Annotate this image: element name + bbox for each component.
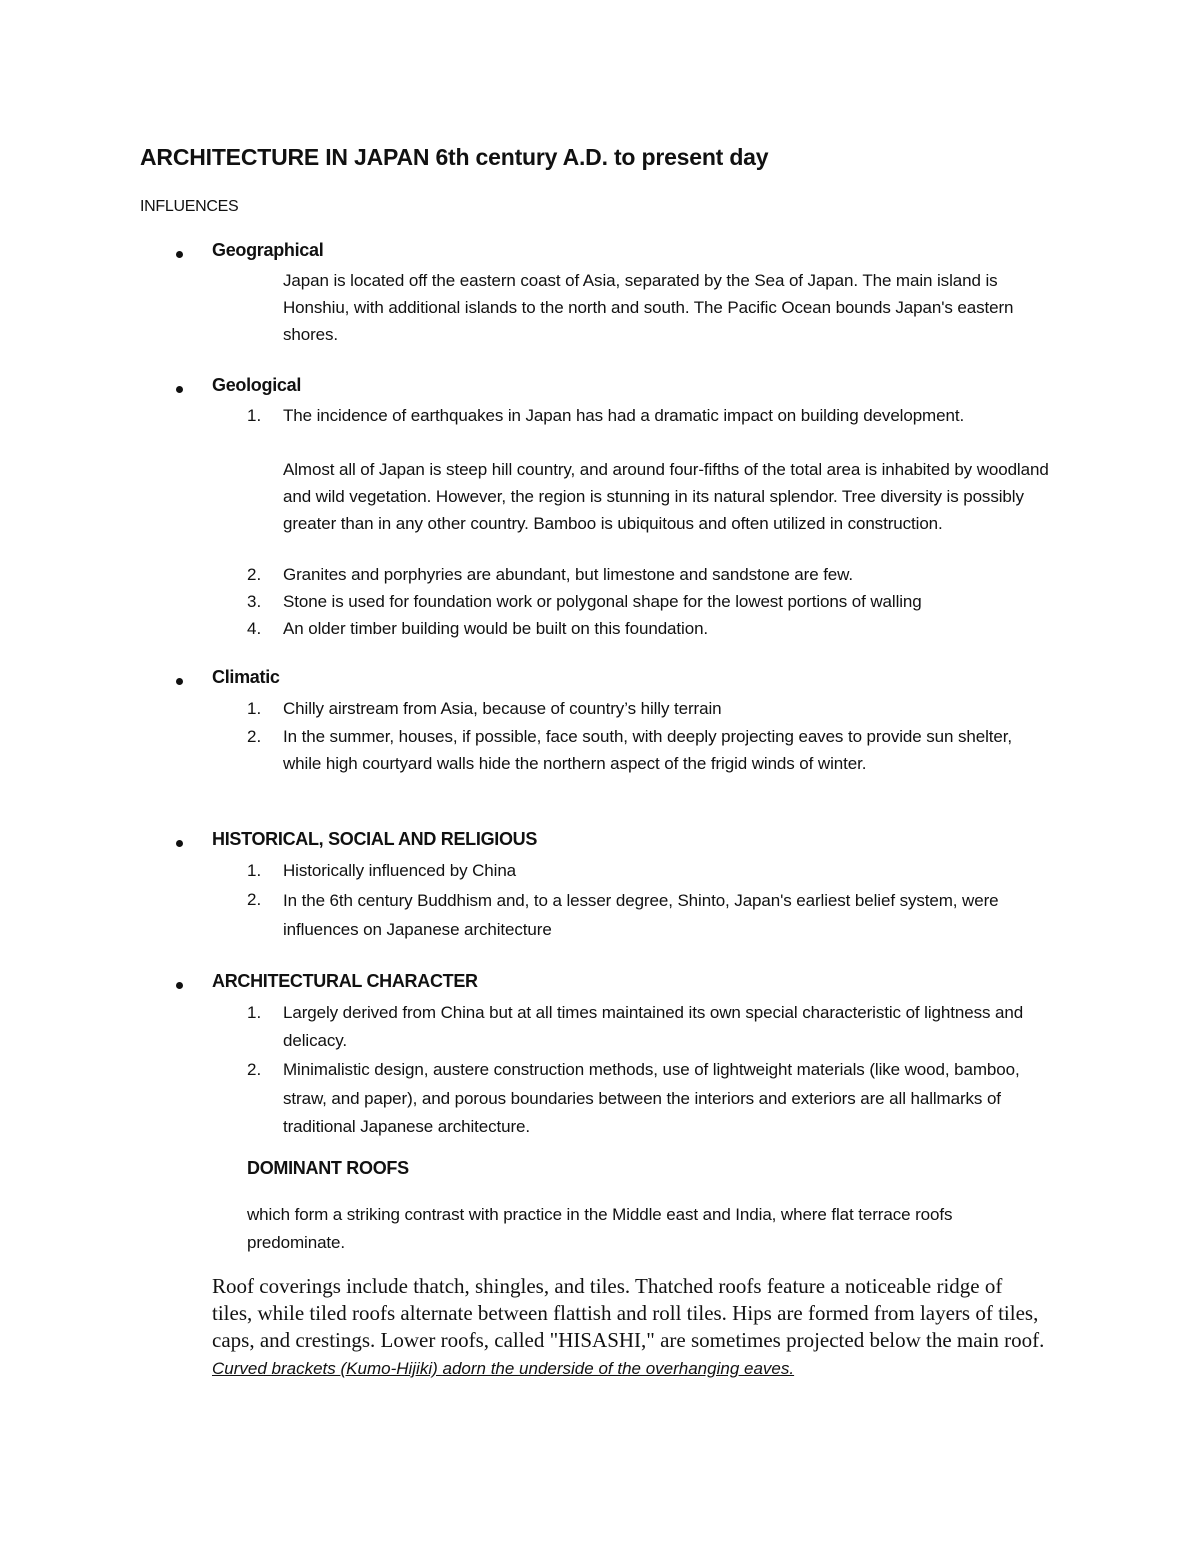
list-item: Chilly airstream from Asia, because of country’s hilly terrain: [283, 699, 722, 718]
list-number: 1.: [247, 699, 262, 718]
list-number: 2.: [247, 565, 262, 584]
list-item: Historically influenced by China: [283, 861, 517, 880]
list-item: In the summer, houses, if possible, face south, with deeply projecting eaves to provide sun shelter, while high courtyard walls hide the northern aspect of the frigid winds of winter.: [283, 727, 1012, 773]
list-item: Largely derived from China but at all times maintained its own special characteristic of lightness and delicacy.: [283, 1003, 1024, 1050]
list-number: 2.: [247, 727, 262, 746]
heading-historical: HISTORICAL, SOCIAL AND RELIGIOUS: [212, 829, 538, 849]
heading-climatic: Climatic: [212, 667, 280, 687]
list-number: 2.: [247, 1060, 262, 1079]
list-number: 2.: [247, 890, 262, 909]
roof-coverings-text: Roof coverings include thatch, shingles, and tiles. Thatched roofs feature a noticeable ridge of tiles, while tiled roofs alternate between flattish and roll tiles. Hips are formed from layers of tiles, caps, and crestings. Lower roofs, called "HISASHI," are sometimes projected below the main roof.: [212, 1274, 1045, 1352]
bullet-icon: [176, 678, 183, 685]
list-item-continuation: Almost all of Japan is steep hill country, and around four-fifths of the total area is inhabited by woodland and wild vegetation. However, the region is stunning in its natural splendor. Tree diversity is possibly greater than in any other country. Bamboo is ubiquitous and often utilized in construction.: [283, 460, 1049, 533]
heading-dominant-roofs: DOMINANT ROOFS: [247, 1158, 409, 1178]
underlined-note: Curved brackets (Kumo-Hijiki) adorn the underside of the overhanging eaves.: [212, 1359, 795, 1378]
heading-architectural-character: ARCHITECTURAL CHARACTER: [212, 971, 478, 991]
list-item: In the 6th century Buddhism and, to a lesser degree, Shinto, Japan's earliest belief system, were influences on Japanese architecture: [283, 891, 999, 939]
list-number: 1.: [247, 861, 262, 880]
heading-geological: Geological: [212, 375, 302, 395]
geographical-paragraph: Japan is located off the eastern coast of Asia, separated by the Sea of Japan. The main island is Honshiu, with additional islands to the north and south. The Pacific Ocean bounds Japan's eastern shores.: [283, 271, 1014, 344]
influences-label: INFLUENCES: [140, 198, 239, 215]
list-number: 1.: [247, 406, 262, 425]
document-title: ARCHITECTURE IN JAPAN 6th century A.D. to present day: [140, 144, 769, 170]
list-number: 4.: [247, 619, 262, 638]
list-item: Stone is used for foundation work or polygonal shape for the lowest portions of walling: [283, 592, 922, 611]
roof-coverings-paragraph: [212, 1273, 1047, 1382]
bullet-icon: [176, 982, 183, 989]
bullet-icon: [176, 840, 183, 847]
list-item: Granites and porphyries are abundant, but limestone and sandstone are few.: [283, 565, 854, 584]
list-item: The incidence of earthquakes in Japan has had a dramatic impact on building development.: [283, 406, 965, 425]
bullet-icon: [176, 386, 183, 393]
dominant-roofs-paragraph: which form a striking contrast with practice in the Middle east and India, where flat terrace roofs predominate.: [247, 1205, 953, 1252]
bullet-icon: [176, 251, 183, 258]
list-item: An older timber building would be built on this foundation.: [283, 619, 709, 638]
list-item: Minimalistic design, austere construction methods, use of lightweight materials (like wood, bamboo, straw, and paper), and porous boundaries between the interiors and exteriors are all hallmarks of traditional Japanese architecture.: [283, 1060, 1020, 1136]
list-number: 1.: [247, 1003, 262, 1022]
list-number: 3.: [247, 592, 262, 611]
heading-geographical: Geographical: [212, 240, 324, 260]
